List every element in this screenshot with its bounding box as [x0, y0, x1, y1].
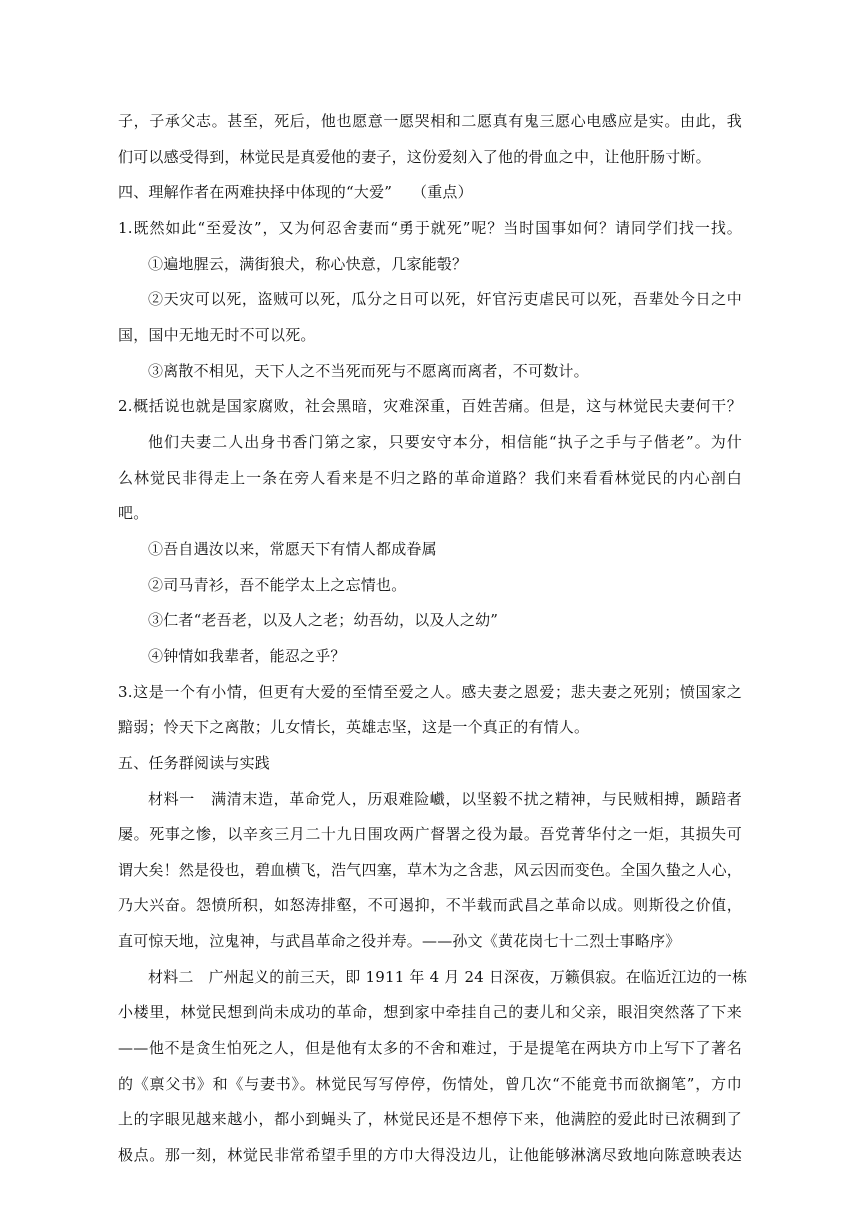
material-line: 材料一 满清末造，革命党人，历艰难险巇，以坚毅不扰之精神，与民贼相搏，踬踣者 [148, 790, 742, 808]
material-line: 的《禀父书》和《与妻书》。林觉民写写停停，伤情处，曾几次“不能竟书而欲搁笔”，方巾 [118, 1075, 742, 1093]
paragraph-line: 吧。 [118, 504, 149, 522]
paragraph-line: 子，子承父志。甚至，死后，他也愿意一愿哭相和二愿真有鬼三愿心电感应是实。由此，我 [118, 112, 742, 130]
quote-item: ①吾自遇汝以来，常愿天下有情人都成眷属 [148, 540, 437, 558]
paragraph-line: 3.这是一个有小情，但更有大爱的至情至爱之人。感夫妻之恩爱；悲夫妻之死别；愤国家之 [118, 683, 742, 701]
quote-item: ②司马青衫，吾不能学太上之忘情也。 [148, 576, 407, 594]
material-line: 上的字眼见越来越小，都小到蝇头了，林觉民还是不想停下来，他满腔的爱此时已浓稠到了 [118, 1110, 742, 1128]
material-line: 乃大兴奋。怨愤所积，如怒涛排壑，不可遏抑，不半载而武昌之革命以成。则斯役之价值， [118, 896, 742, 914]
quote-item: ③仁者“老吾老，以及人之老；幼吾幼，以及人之幼” [148, 611, 499, 629]
material-line: 屡。死事之惨，以辛亥三月二十九日围攻两广督署之役为最。吾党菁华付之一炬，其损失可 [118, 825, 742, 843]
paragraph-line: 黯弱；怜天下之离散；儿女情长，英雄志坚，这是一个真正的有情人。 [118, 718, 590, 736]
paragraph-line: 们可以感受得到，林觉民是真爱他的妻子，这份爱刻入了他的骨血之中，让他肝肠寸断。 [118, 148, 711, 166]
section-heading: 四、理解作者在两难抉择中体现的“大爱” （重点） [118, 183, 473, 201]
question-line: 2.概括说也就是国家腐败，社会黑暗，灾难深重，百姓苦痛。但是，这与林觉民夫妻何干？ [118, 397, 742, 415]
paragraph-line: 么林觉民非得走上一条在旁人看来是不归之路的革命道路？我们来看看林觉民的内心剖白 [118, 469, 742, 487]
material-line: 材料二 广州起义的前三天，即 1911 年 4 月 24 日深夜，万籁俱寂。在临近江边的一栋 [148, 968, 748, 986]
quote-item: ③离散不相见，天下人之不当死而死与不愿离而离者，不可数计。 [148, 362, 589, 380]
quote-item-continuation: 国，国中无地无时不可以死。 [118, 326, 316, 344]
material-line: 极点。那一刻，林觉民非常希望手里的方巾大得没边儿，让他能够淋漓尽致地向陈意映表达 [118, 1146, 742, 1164]
question-line: 1.既然如此“至爱汝”，又为何忍舍妻而“勇于就死”呢？当时国事如何？请同学们找一找。 [118, 219, 742, 237]
section-heading: 五、任务群阅读与实践 [118, 754, 271, 772]
material-line: 谓大矣！然是役也，碧血横飞，浩气四塞，草木为之含悲，风云因而变色。全国久蛰之人心， [118, 861, 742, 879]
quote-item: ①遍地腥云，满街狼犬，称心快意，几家能彀？ [148, 255, 468, 273]
quote-item: ②天灾可以死，盗贼可以死，瓜分之日可以死，奸官污吏虐民可以死，吾辈处今日之中 [148, 290, 742, 308]
quote-item: ④钟情如我辈者，能忍之乎？ [148, 647, 346, 665]
material-line: 直可惊天地，泣鬼神，与武昌革命之役并寿。——孙文《黄花岗七十二烈士事略序》 [118, 932, 681, 950]
material-line: ——他不是贪生怕死之人，但是他有太多的不舍和难过，于是提笔在两块方巾上写下了著名 [118, 1039, 742, 1057]
paragraph-line: 他们夫妻二人出身书香门第之家，只要安守本分，相信能“执子之手与子偕老”。为什 [148, 433, 742, 451]
material-line: 小楼里，林觉民想到尚未成功的革命，想到家中牵挂自己的妻儿和父亲，眼泪突然落了下来 [118, 1003, 742, 1021]
